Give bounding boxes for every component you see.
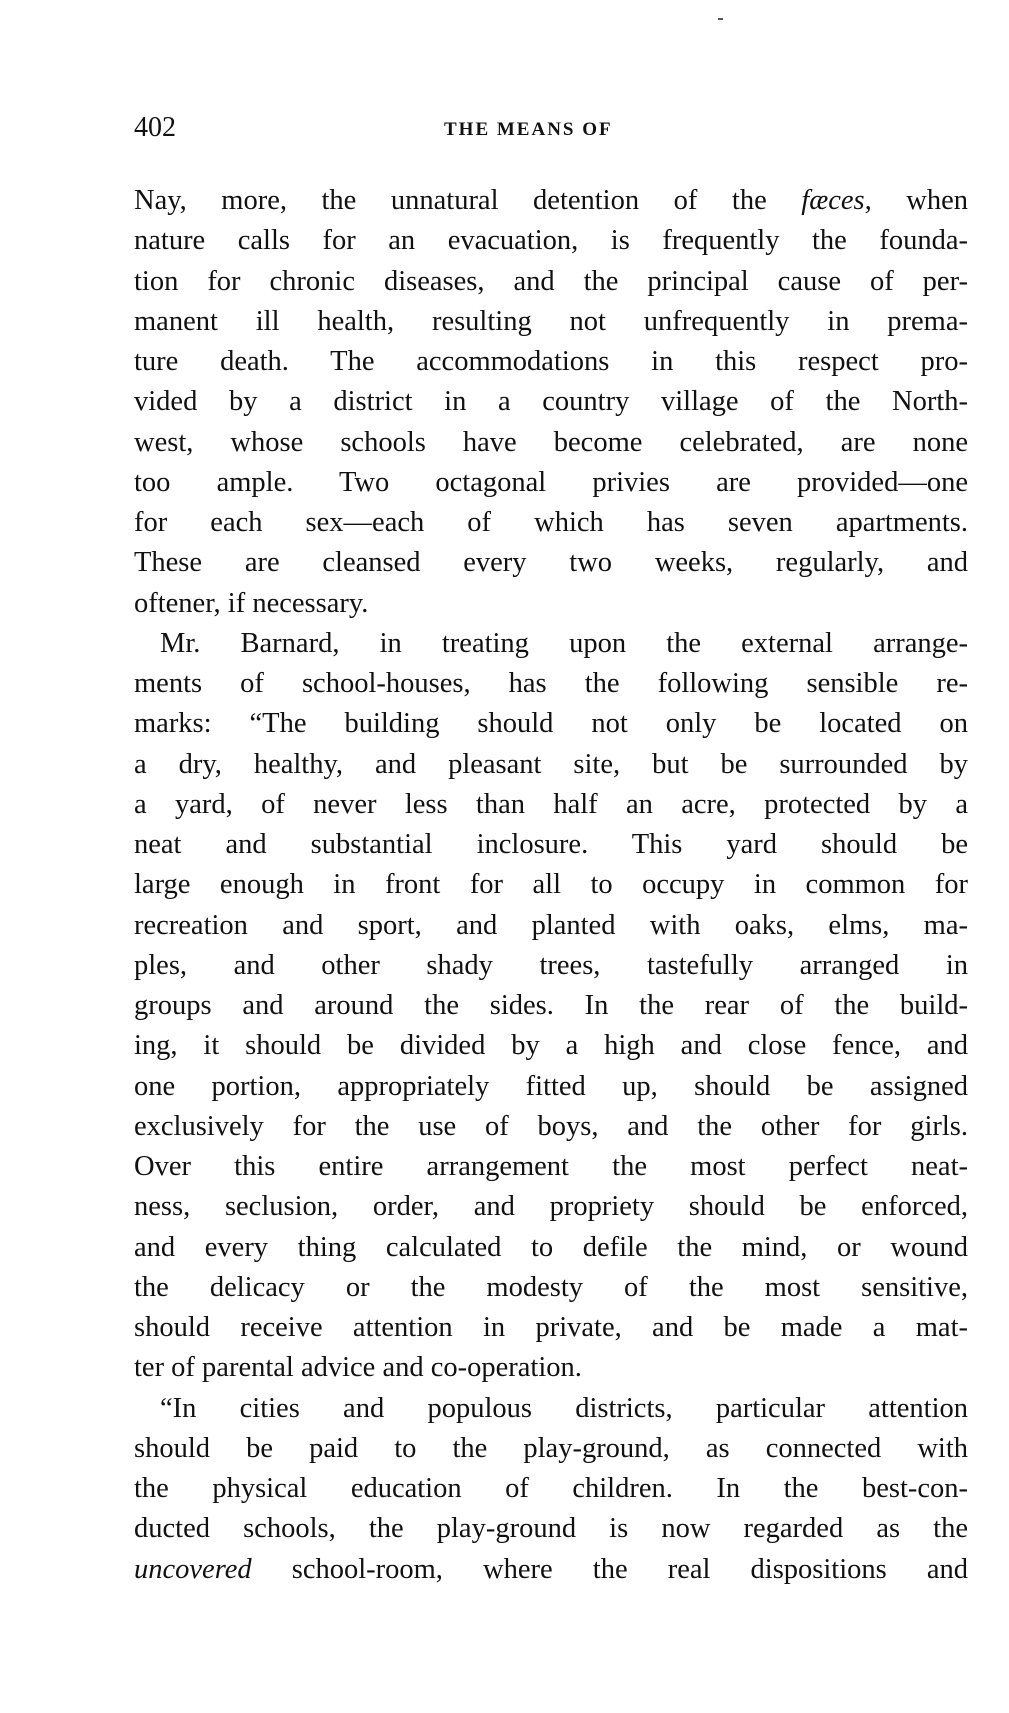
text-segment: should be paid to the play-ground, as connected with — [134, 1432, 968, 1464]
text-line — [134, 906, 968, 946]
text-segment: “In cities and populous districts, particular attention — [160, 1392, 968, 1424]
text-line — [134, 664, 968, 704]
text-line — [134, 785, 968, 825]
page-header — [134, 108, 968, 148]
text-segment: for each sex—each of which has seven apartments. — [134, 507, 968, 538]
italic-text: uncovered — [134, 1553, 252, 1585]
text-segment: ments of school-houses, has the following sensible re- — [134, 668, 968, 699]
text-line — [134, 423, 968, 463]
text-line — [134, 946, 968, 986]
text-line — [134, 1308, 968, 1348]
text-segment: the physical education of children. In the best-con- — [134, 1473, 968, 1504]
text-segment: ducted schools, the play-ground is now regarded as the — [134, 1513, 968, 1545]
text-segment: the delicacy or the modesty of the most sensitive, — [134, 1271, 968, 1303]
text-segment: a yard, of never less than half an acre, protected by a — [134, 788, 968, 820]
text-line — [134, 825, 968, 865]
text-line — [134, 1509, 968, 1549]
text-segment: Nay, more, the unnatural detention of the — [134, 185, 802, 216]
text-segment: exclusively for the use of boys, and the other for girls. — [134, 1110, 968, 1142]
text-line — [134, 1389, 968, 1429]
text-segment: large enough in front for all to occupy in common for — [134, 869, 968, 901]
text-segment: groups and around the sides. In the rear of the build- — [134, 990, 968, 1021]
text-line — [134, 503, 968, 543]
body-text — [134, 181, 968, 1590]
text-line — [134, 1107, 968, 1147]
scan-speck — [718, 18, 723, 20]
text-line — [134, 1067, 968, 1107]
text-segment: ness, seclusion, order, and propriety should be enforced, — [134, 1191, 968, 1223]
text-segment: school-room, where the real dispositions and — [251, 1553, 968, 1585]
text-line — [134, 1469, 968, 1509]
text-segment: west, whose schools have become celebrated, are none — [134, 426, 968, 458]
text-line — [134, 382, 968, 422]
running-head: THE MEANS OF — [444, 119, 613, 140]
text-line — [134, 1348, 968, 1388]
text-line — [134, 1429, 968, 1469]
text-line — [134, 463, 968, 503]
text-line — [134, 1147, 968, 1187]
text-line — [134, 865, 968, 905]
text-line — [134, 302, 968, 342]
text-segment: Over this entire arrangement the most perfect neat- — [134, 1151, 968, 1182]
text-line — [134, 342, 968, 382]
text-segment: tion for chronic diseases, and the principal cause of per- — [134, 265, 968, 297]
text-line — [134, 1550, 968, 1590]
text-segment: and every thing calculated to defile the mind, or wound — [134, 1231, 968, 1263]
text-line — [134, 704, 968, 744]
text-line — [134, 221, 968, 261]
text-segment: should receive attention in private, and be made a mat- — [134, 1312, 968, 1343]
text-line — [134, 745, 968, 785]
text-line — [134, 543, 968, 583]
text-line — [134, 1268, 968, 1308]
text-segment: ter of parental advice and co-operation. — [134, 1352, 582, 1384]
text-line — [134, 1026, 968, 1066]
text-segment: marks: “The building should not only be located on — [134, 708, 968, 740]
text-line — [134, 584, 968, 624]
text-line — [134, 986, 968, 1026]
text-segment: Mr. Barnard, in treating upon the external arrange- — [160, 627, 968, 659]
text-segment: manent ill health, resulting not unfrequently in prema- — [134, 305, 968, 337]
text-segment: vided by a district in a country village of the North- — [134, 386, 968, 418]
text-segment: too ample. Two octagonal privies are provided—one — [134, 466, 968, 498]
text-segment: oftener, if necessary. — [134, 587, 369, 619]
text-segment: These are cleansed every two weeks, regularly, and — [134, 547, 968, 579]
text-line — [134, 1228, 968, 1268]
text-line — [134, 624, 968, 664]
text-line — [134, 1187, 968, 1227]
text-segment: a dry, healthy, and pleasant site, but be surrounded by — [134, 748, 968, 780]
text-segment: recreation and sport, and planted with oaks, elms, ma- — [134, 909, 968, 941]
text-line — [134, 181, 968, 221]
text-segment: ing, it should be divided by a high and close fence, and — [134, 1030, 968, 1062]
page-number: 402 — [134, 112, 176, 143]
text-segment: when — [871, 185, 968, 216]
text-segment: ples, and other shady trees, tastefully arranged in — [134, 949, 968, 981]
text-line — [134, 262, 968, 302]
text-segment: one portion, appropriately fitted up, should be assigned — [134, 1070, 968, 1102]
text-segment: neat and substantial inclosure. This yard should be — [134, 829, 968, 860]
text-segment: nature calls for an evacuation, is frequently the founda- — [134, 225, 968, 257]
italic-text: fæces, — [801, 185, 872, 216]
text-segment: ture death. The accommodations in this respect pro- — [134, 346, 968, 377]
